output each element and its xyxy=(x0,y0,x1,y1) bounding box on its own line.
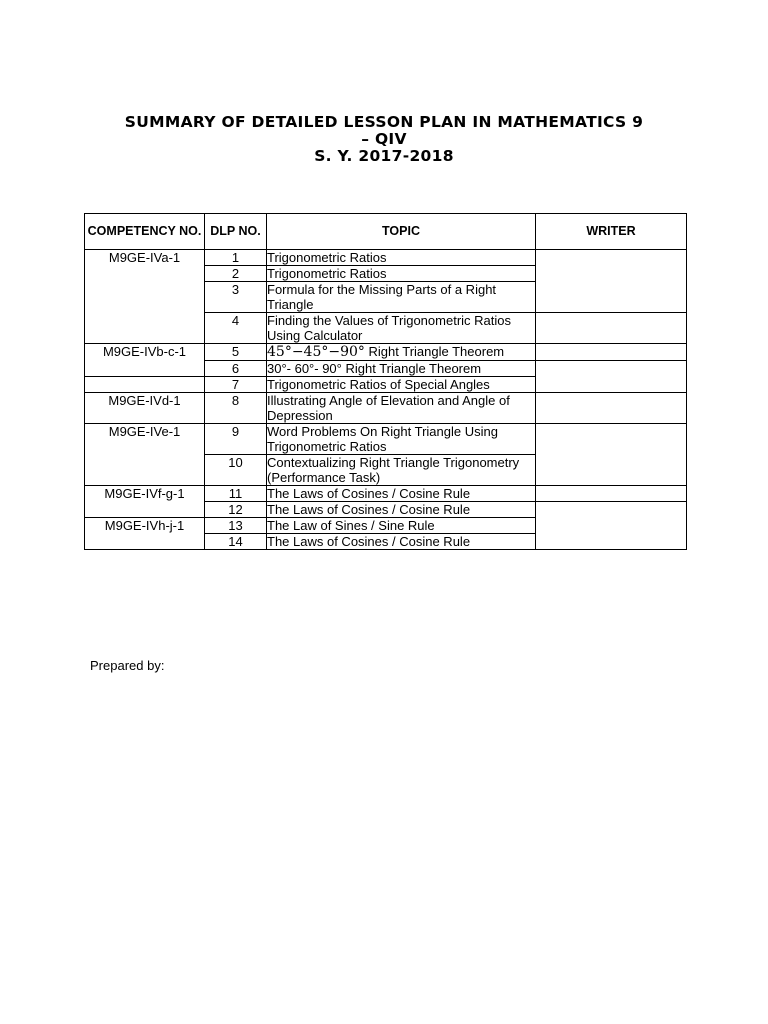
table-row xyxy=(85,486,687,502)
writer-cell xyxy=(536,313,687,344)
header-writer: WRITER xyxy=(536,214,687,250)
dlp-cell: 2 xyxy=(205,266,267,282)
dlp-cell: 4 xyxy=(205,313,267,344)
table-header-row xyxy=(85,214,687,250)
dlp-cell: 10 xyxy=(205,455,267,486)
competency-cell: M9GE-IVa-1 xyxy=(85,250,205,344)
topic-text: Right Triangle Theorem xyxy=(364,344,505,359)
topic-cell: The Laws of Cosines / Cosine Rule xyxy=(267,486,536,502)
writer-cell xyxy=(536,502,687,550)
dlp-cell: 7 xyxy=(205,377,267,393)
dlp-cell: 13 xyxy=(205,518,267,534)
table-row xyxy=(85,393,687,424)
writer-cell xyxy=(536,344,687,361)
topic-cell: Illustrating Angle of Elevation and Angle of Depression xyxy=(267,393,536,424)
dlp-cell: 1 xyxy=(205,250,267,266)
dlp-cell: 8 xyxy=(205,393,267,424)
lesson-plan-table xyxy=(84,213,687,550)
competency-cell: M9GE-IVf-g-1 xyxy=(85,486,205,518)
dlp-cell: 14 xyxy=(205,534,267,550)
topic-cell: 30°- 60°- 90° Right Triangle Theorem xyxy=(267,361,536,377)
title-line-1: SUMMARY OF DETAILED LESSON PLAN IN MATHEMATICS 9 xyxy=(124,113,644,131)
title-line-3: S. Y. 2017-2018 xyxy=(314,147,454,165)
header-competency: COMPETENCY NO. xyxy=(85,214,205,250)
topic-cell: The Laws of Cosines / Cosine Rule xyxy=(267,534,536,550)
dlp-cell: 12 xyxy=(205,502,267,518)
prepared-by-label: Prepared by: xyxy=(90,658,165,673)
topic-cell: The Law of Sines / Sine Rule xyxy=(267,518,536,534)
angle-expression: 45°−45°−90° xyxy=(267,344,365,360)
writer-cell xyxy=(536,393,687,424)
topic-cell xyxy=(267,344,536,361)
topic-cell: Trigonometric Ratios xyxy=(267,266,536,282)
topic-cell: Contextualizing Right Triangle Trigonometry (Performance Task) xyxy=(267,455,536,486)
table-row xyxy=(85,250,687,266)
writer-cell xyxy=(536,361,687,393)
competency-cell: M9GE-IVd-1 xyxy=(85,393,205,424)
topic-cell: Formula for the Missing Parts of a Right Triangle xyxy=(267,282,536,313)
topic-cell: The Laws of Cosines / Cosine Rule xyxy=(267,502,536,518)
dlp-cell: 5 xyxy=(205,344,267,361)
competency-cell-empty xyxy=(85,377,205,393)
dlp-cell: 9 xyxy=(205,424,267,455)
header-dlp: DLP NO. xyxy=(205,214,267,250)
competency-cell: M9GE-IVh-j-1 xyxy=(85,518,205,550)
title-line-2: – QIV xyxy=(361,130,407,148)
competency-cell: M9GE-IVb-c-1 xyxy=(85,344,205,377)
writer-cell xyxy=(536,486,687,502)
topic-cell: Trigonometric Ratios of Special Angles xyxy=(267,377,536,393)
table-row xyxy=(85,424,687,455)
dlp-cell: 11 xyxy=(205,486,267,502)
header-topic: TOPIC xyxy=(267,214,536,250)
topic-cell: Trigonometric Ratios xyxy=(267,250,536,266)
competency-cell: M9GE-IVe-1 xyxy=(85,424,205,486)
writer-cell xyxy=(536,424,687,486)
document-title xyxy=(84,114,684,165)
table-row xyxy=(85,344,687,361)
topic-cell: Finding the Values of Trigonometric Ratios Using Calculator xyxy=(267,313,536,344)
dlp-cell: 3 xyxy=(205,282,267,313)
dlp-cell: 6 xyxy=(205,361,267,377)
topic-cell: Word Problems On Right Triangle Using Trigonometric Ratios xyxy=(267,424,536,455)
writer-cell xyxy=(536,250,687,313)
